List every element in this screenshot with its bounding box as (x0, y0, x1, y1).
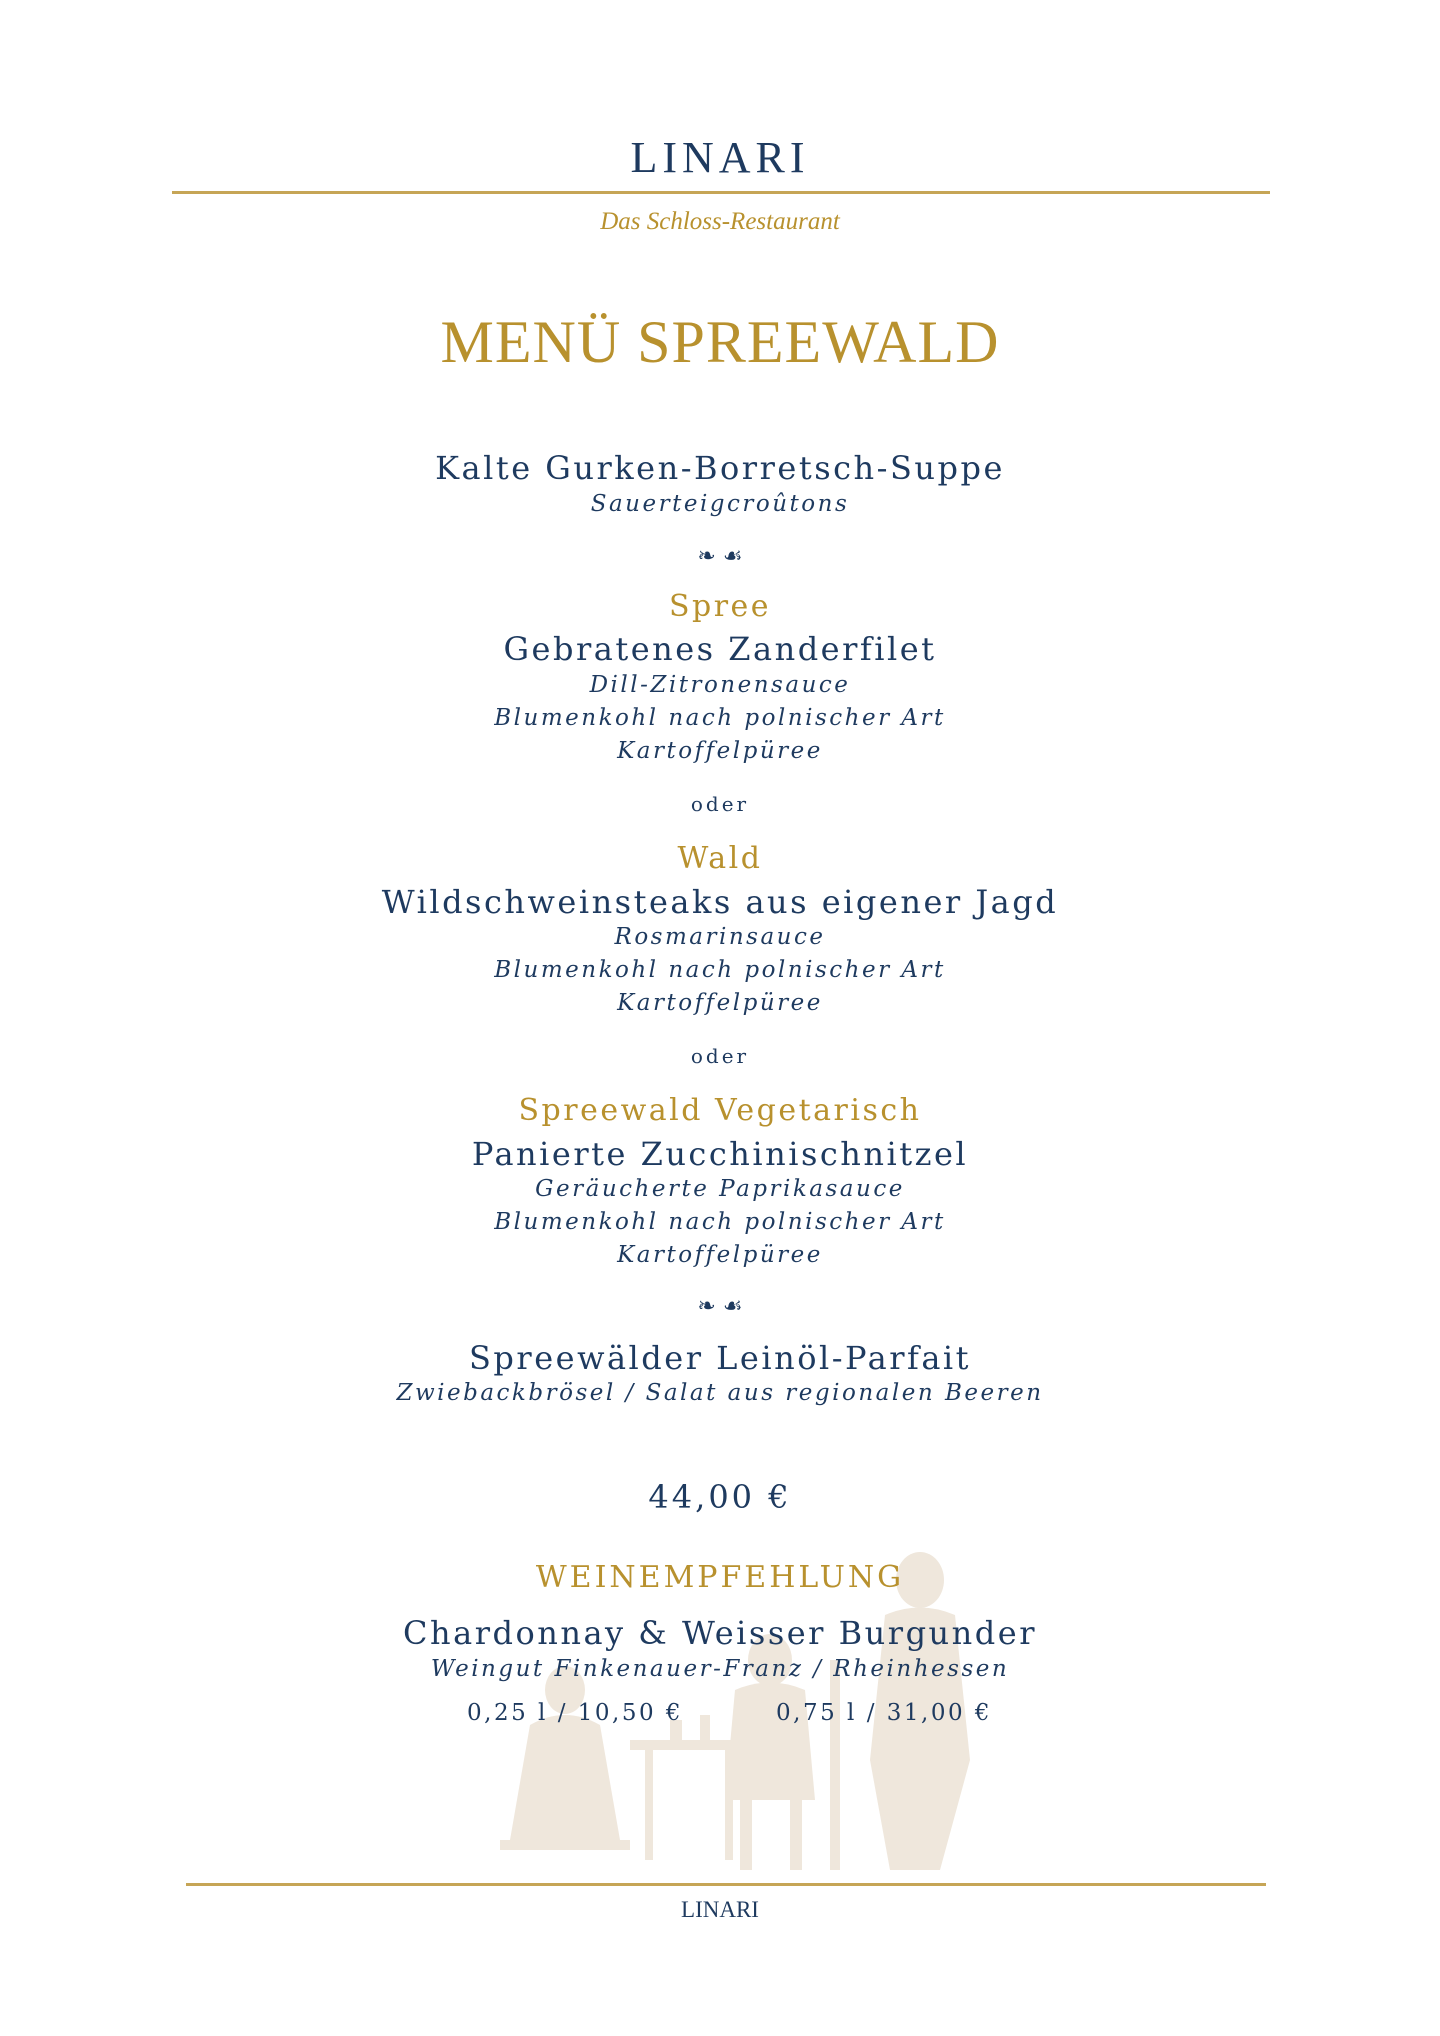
footer-brand: LINARI (681, 1897, 759, 1922)
header-divider (172, 191, 1270, 194)
course-side: Blumenkohl nach polnischer Art (494, 957, 946, 983)
course-dish-wald: Wildschweinsteaks aus eigener Jagd (381, 883, 1059, 921)
wine-origin: Weingut Finkenauer-Franz / Rheinhessen (430, 1656, 1010, 1682)
dessert-side: Zwiebackbrösel / Salat aus regionalen Beeren (396, 1380, 1044, 1406)
course-category-vegetarian: Spreewald Vegetarisch (518, 1093, 922, 1128)
or-separator: oder (690, 792, 750, 816)
wine-heading: WEINEMPFEHLUNG (535, 1560, 905, 1595)
course-dish-vegetarian: Panierte Zucchinischnitzel (471, 1135, 969, 1173)
starter-side: Sauerteigcroûtons (590, 491, 850, 517)
course-side: Geräucherte Paprikasauce (535, 1176, 905, 1202)
course-category-spree: Spree (668, 589, 772, 624)
flourish-icon: ❧ ☙ (697, 1294, 743, 1319)
wine-name: Chardonnay & Weisser Burgunder (403, 1614, 1037, 1652)
wine-price-large: 0,75 l / 31,00 € (776, 1700, 993, 1726)
ornament-divider (0, 1294, 1440, 1319)
footer-divider (186, 1883, 1266, 1886)
course-side: Rosmarinsauce (614, 924, 826, 950)
menu-price: 44,00 € (648, 1478, 792, 1516)
course-side: Dill-Zitronensauce (589, 672, 851, 698)
ornament-divider (0, 544, 1440, 569)
or-separator: oder (690, 1044, 750, 1068)
course-side: Kartoffelpüree (617, 1242, 823, 1268)
flourish-icon: ❧ ☙ (697, 544, 743, 569)
menu-title: MENÜ SPREEWALD (440, 309, 1000, 375)
starter-dish: Kalte Gurken-Borretsch-Suppe (435, 449, 1005, 487)
dessert-dish: Spreewälder Leinöl-Parfait (469, 1339, 971, 1377)
wine-price-small: 0,25 l / 10,50 € (467, 1700, 684, 1726)
restaurant-brand: LINARI (630, 133, 810, 182)
course-side: Kartoffelpüree (617, 990, 823, 1016)
course-side: Kartoffelpüree (617, 738, 823, 764)
course-side: Blumenkohl nach polnischer Art (494, 1209, 946, 1235)
course-side: Blumenkohl nach polnischer Art (494, 705, 946, 731)
course-dish-spree: Gebratenes Zanderfilet (503, 630, 937, 668)
restaurant-subtitle: Das Schloss-Restaurant (600, 208, 840, 235)
course-category-wald: Wald (677, 841, 763, 876)
